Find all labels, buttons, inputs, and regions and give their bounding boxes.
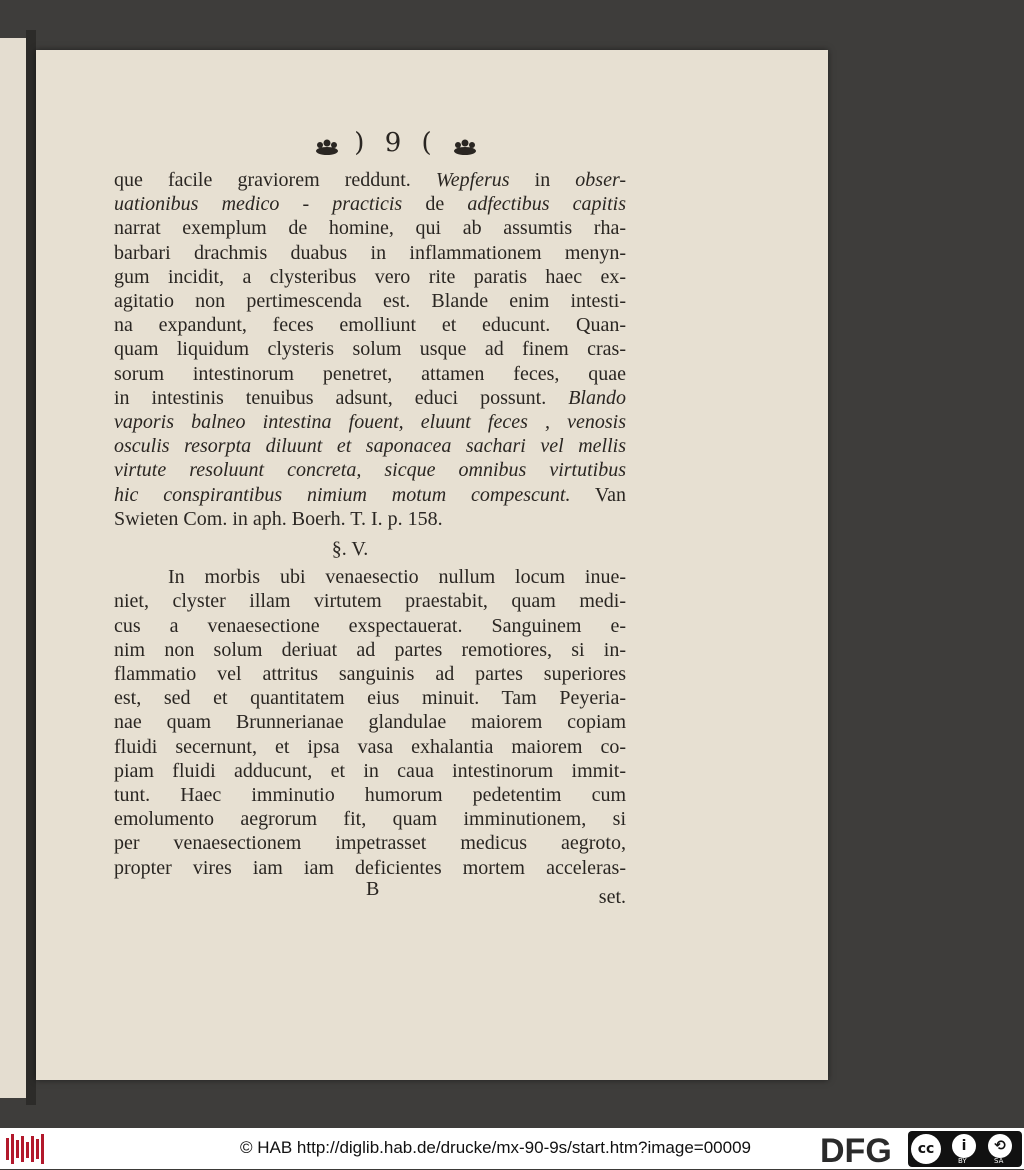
text-segment: Wepferus (435, 169, 510, 191)
text-line (114, 807, 626, 831)
page-number: 9 (384, 128, 408, 158)
text-line (114, 589, 626, 613)
fleuron-ornament-icon (314, 134, 340, 154)
attribution-icon: i (952, 1134, 976, 1158)
share-alike-icon: ⟲ (988, 1134, 1012, 1158)
text-line (114, 265, 626, 289)
text-segment: narrat exemplum de homine, qui ab assumtis rha- (114, 217, 626, 240)
catchword: set. (598, 886, 626, 908)
text-segment: agitatio non pertimescenda est. Blande enim intesti- (114, 290, 626, 313)
text-segment: na expandunt, feces emolliunt et educunt. Quan- (114, 314, 626, 337)
text-line (114, 362, 626, 386)
text-segment: cus a venaesectione exspectauerat. Sanguinem e- (114, 614, 626, 637)
text-line (114, 638, 626, 662)
text-segment: vaporis balneo intestina fouent, eluunt feces , venosis (114, 411, 626, 434)
text-line (114, 735, 626, 759)
text-line (114, 434, 626, 458)
text-segment: piam fluidi adducunt, et in caua intestinorum immit- (114, 759, 626, 782)
cc-by-sa-icon[interactable] (908, 1131, 1022, 1167)
header-paren-left: ) (354, 128, 371, 158)
text-line (114, 759, 626, 783)
text-line (114, 337, 626, 361)
viewer-footer-bar (0, 1128, 1024, 1169)
text-line (114, 831, 626, 855)
license-by-label: BY (958, 1157, 967, 1165)
text-line (114, 458, 626, 482)
gutter (26, 30, 36, 1105)
text-segment: propter vires iam iam deficientes mortem acceleras- (114, 856, 626, 879)
body-text (114, 168, 626, 880)
text-segment: per venaesectionem impetrasset medicus aegroto, (114, 832, 626, 855)
text-segment: que facile graviorem reddunt. (114, 169, 436, 191)
text-segment: quam liquidum clysteris solum usque ad finem cras- (114, 338, 626, 361)
text-segment: Van (570, 483, 626, 506)
text-line (114, 386, 626, 410)
hab-logo-icon[interactable] (6, 1134, 46, 1164)
text-line (114, 710, 626, 734)
fleuron-ornament-icon (452, 134, 478, 154)
text-line (114, 662, 626, 686)
text-line (114, 313, 626, 337)
text-segment: in (509, 169, 576, 191)
left-page-edge (0, 38, 28, 1098)
text-segment: osculis resorpta diluunt et saponacea sachari vel mellis (114, 435, 626, 458)
section-heading: §. V. (331, 538, 369, 561)
text-line (114, 483, 626, 507)
page-footer (114, 878, 626, 908)
text-line (114, 565, 626, 589)
text-line (114, 507, 626, 531)
text-line (114, 289, 626, 313)
text-segment: uationibus medico - practicis (114, 193, 403, 216)
text-segment: nim non solum deriuat ad partes remotiores, si in- (114, 638, 626, 661)
text-segment: in intestinis tenuibus adsunt, educi possunt. (114, 386, 569, 409)
text-line (114, 192, 626, 216)
text-segment: de (402, 193, 468, 216)
paragraph-1 (114, 168, 626, 531)
text-segment: adfectibus capitis (467, 193, 626, 216)
text-line (114, 614, 626, 638)
text-line (114, 856, 626, 880)
text-segment: Swieten Com. in aph. Boerh. T. I. p. 158. (114, 507, 443, 530)
dfg-logo-icon[interactable] (818, 1132, 908, 1166)
page-header (286, 128, 506, 158)
cc-icon: cc (911, 1134, 941, 1164)
text-line (114, 216, 626, 240)
text-line (114, 410, 626, 434)
text-segment: fluidi secernunt, et ipsa vasa exhalantia maiorem co- (114, 735, 626, 758)
text-segment: gum incidit, a clysteribus vero rite paratis haec ex- (114, 265, 626, 288)
text-segment: obser- (575, 169, 626, 191)
paragraph-2 (114, 565, 626, 880)
dfg-logo-text: DFG (820, 1132, 892, 1166)
text-segment: niet, clyster illam virtutem praestabit, quam medi- (114, 590, 626, 613)
license-sa-label: SA (994, 1157, 1004, 1165)
text-line (114, 168, 626, 192)
text-segment: hic conspirantibus nimium motum compescunt. (114, 483, 571, 506)
text-segment: sorum intestinorum penetret, attamen feces, quae (114, 362, 626, 385)
text-segment: In morbis ubi venaesectio nullum locum inue- (168, 566, 626, 589)
text-segment: virtute resoluunt concreta, sicque omnibus virtutibus (114, 459, 626, 482)
book-page (36, 50, 828, 1080)
signature-mark: B (366, 878, 380, 900)
text-segment: tunt. Haec imminutio humorum pedetentim cum (114, 784, 626, 807)
text-line (114, 783, 626, 807)
header-paren-right: ( (421, 128, 438, 158)
text-segment: flammatio vel attritus sanguinis ad partes superiores (114, 663, 626, 686)
text-segment: barbari drachmis duabus in inflammationem menyn- (114, 241, 626, 264)
text-line (114, 241, 626, 265)
text-line (114, 686, 626, 710)
copyright-link[interactable]: © HAB http://diglib.hab.de/drucke/mx-90-9s/start.htm?image=00009 (240, 1138, 751, 1157)
text-segment: nae quam Brunnerianae glandulae maiorem copiam (114, 711, 626, 734)
text-segment: Blando (568, 386, 626, 409)
text-segment: emolumento aegrorum fit, quam imminutionem, si (114, 808, 626, 831)
text-segment: est, sed et quantitatem eius minuit. Tam Peyeria- (114, 687, 626, 710)
